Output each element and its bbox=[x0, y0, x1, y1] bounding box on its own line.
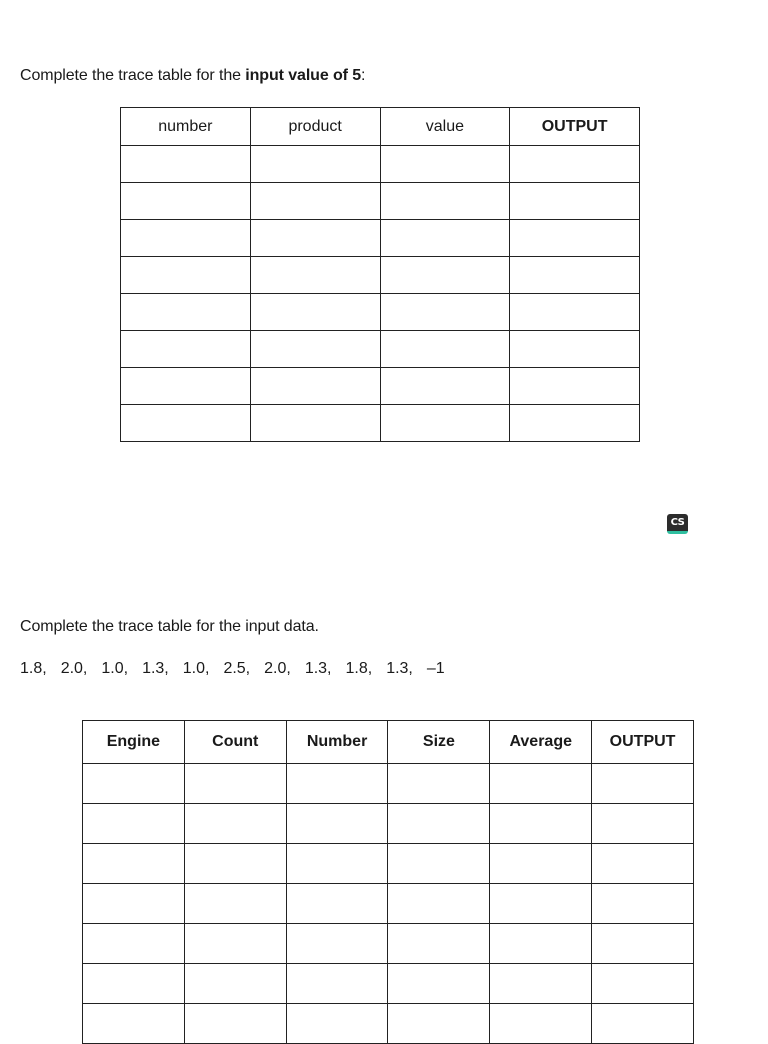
input-data-value: 2.0, bbox=[264, 660, 291, 677]
header-number: Number bbox=[286, 721, 388, 764]
trace-table-2-header-row bbox=[83, 721, 694, 764]
trace-table-2-cell[interactable] bbox=[83, 924, 185, 964]
trace-table-2-cell[interactable] bbox=[592, 924, 694, 964]
trace-table-1-cell[interactable] bbox=[510, 146, 640, 183]
trace-table-1-row bbox=[121, 146, 640, 183]
input-data-value: –1 bbox=[426, 660, 445, 677]
trace-table-1-cell[interactable] bbox=[510, 294, 640, 331]
trace-table-1-cell[interactable] bbox=[121, 368, 251, 405]
trace-table-1-row bbox=[121, 257, 640, 294]
trace-table-2-cell[interactable] bbox=[490, 884, 592, 924]
instruction-2: Complete the trace table for the input data. bbox=[20, 618, 319, 635]
trace-table-1-cell[interactable] bbox=[380, 146, 510, 183]
input-data-value: 1.8, bbox=[345, 660, 373, 677]
header-product: product bbox=[250, 108, 380, 146]
header-count: Count bbox=[184, 721, 286, 764]
trace-table-2-row bbox=[83, 764, 694, 804]
trace-table-1-cell[interactable] bbox=[250, 220, 380, 257]
trace-table-1-cell[interactable] bbox=[380, 257, 510, 294]
trace-table-1-cell[interactable] bbox=[250, 331, 380, 368]
trace-table-1-cell[interactable] bbox=[250, 368, 380, 405]
trace-table-2-row bbox=[83, 964, 694, 1004]
instruction-1-emphasis: input value of 5 bbox=[245, 67, 362, 84]
input-data-value: 1.0, bbox=[101, 660, 129, 677]
trace-table-2-cell[interactable] bbox=[83, 964, 185, 1004]
trace-table-2-cell[interactable] bbox=[184, 964, 286, 1004]
trace-table-1-row bbox=[121, 183, 640, 220]
trace-table-1-cell[interactable] bbox=[380, 220, 510, 257]
trace-table-2-cell[interactable] bbox=[592, 804, 694, 844]
trace-table-2-cell[interactable] bbox=[388, 804, 490, 844]
trace-table-1-row bbox=[121, 331, 640, 368]
trace-table-2-cell[interactable] bbox=[184, 924, 286, 964]
trace-table-1-cell[interactable] bbox=[121, 405, 251, 442]
trace-table-1-cell[interactable] bbox=[121, 331, 251, 368]
trace-table-1-cell[interactable] bbox=[380, 368, 510, 405]
trace-table-2-cell[interactable] bbox=[388, 844, 490, 884]
trace-table-2-cell[interactable] bbox=[490, 844, 592, 884]
trace-table-1 bbox=[120, 107, 640, 442]
trace-table-2-body bbox=[83, 764, 694, 1044]
trace-table-2-cell[interactable] bbox=[286, 764, 388, 804]
instruction-1 bbox=[20, 67, 365, 85]
trace-table-2-row bbox=[83, 924, 694, 964]
trace-table-2-cell[interactable] bbox=[286, 844, 388, 884]
trace-table-1-cell[interactable] bbox=[510, 368, 640, 405]
trace-table-1-cell[interactable] bbox=[250, 183, 380, 220]
trace-table-1-cell[interactable] bbox=[380, 294, 510, 331]
trace-table-1-cell[interactable] bbox=[380, 183, 510, 220]
instruction-1-text: Complete the trace table for the bbox=[20, 67, 246, 84]
trace-table-2-cell[interactable] bbox=[286, 964, 388, 1004]
trace-table-2-cell[interactable] bbox=[592, 844, 694, 884]
trace-table-2-cell[interactable] bbox=[592, 764, 694, 804]
trace-table-2-cell[interactable] bbox=[490, 964, 592, 1004]
trace-table-2-cell[interactable] bbox=[184, 764, 286, 804]
trace-table-2-cell[interactable] bbox=[83, 764, 185, 804]
trace-table-1-cell[interactable] bbox=[510, 220, 640, 257]
trace-table-2-cell[interactable] bbox=[388, 884, 490, 924]
trace-table-1-cell[interactable] bbox=[250, 146, 380, 183]
input-data-value: 1.3, bbox=[142, 660, 169, 677]
trace-table-1-row bbox=[121, 368, 640, 405]
input-data-value: 1.3, bbox=[304, 660, 332, 677]
trace-table-2 bbox=[82, 720, 694, 1044]
input-data-value: 1.3, bbox=[386, 660, 413, 677]
trace-table-2-cell[interactable] bbox=[286, 884, 388, 924]
trace-table-1-cell[interactable] bbox=[380, 331, 510, 368]
trace-table-1-cell[interactable] bbox=[510, 331, 640, 368]
trace-table-1-cell[interactable] bbox=[250, 405, 380, 442]
trace-table-1-body bbox=[121, 146, 640, 442]
trace-table-2-row bbox=[83, 804, 694, 844]
trace-table-2-cell[interactable] bbox=[490, 804, 592, 844]
trace-table-1-cell[interactable] bbox=[250, 294, 380, 331]
input-data-value: 1.0, bbox=[182, 660, 210, 677]
trace-table-2-cell[interactable] bbox=[83, 884, 185, 924]
input-data-value: 1.8, bbox=[20, 660, 47, 677]
input-data-list bbox=[20, 660, 459, 678]
header-number: number bbox=[121, 108, 251, 146]
trace-table-1-row bbox=[121, 405, 640, 442]
trace-table-1-cell[interactable] bbox=[121, 294, 251, 331]
instruction-1-suffix: : bbox=[361, 67, 366, 84]
trace-table-2-cell[interactable] bbox=[286, 924, 388, 964]
trace-table-1-cell[interactable] bbox=[121, 183, 251, 220]
trace-table-2-cell[interactable] bbox=[83, 804, 185, 844]
header-size: Size bbox=[388, 721, 490, 764]
trace-table-2-cell[interactable] bbox=[490, 924, 592, 964]
trace-table-2-cell[interactable] bbox=[184, 804, 286, 844]
input-data-value: 2.5, bbox=[223, 660, 251, 677]
trace-table-1-cell[interactable] bbox=[121, 220, 251, 257]
trace-table-2-cell[interactable] bbox=[592, 964, 694, 1004]
trace-table-1-row bbox=[121, 220, 640, 257]
trace-table-1-row bbox=[121, 294, 640, 331]
trace-table-2-cell[interactable] bbox=[490, 764, 592, 804]
trace-table-2-cell[interactable] bbox=[286, 804, 388, 844]
camscanner-badge-icon: CS bbox=[667, 514, 688, 534]
trace-table-1-cell[interactable] bbox=[510, 405, 640, 442]
trace-table-2-cell[interactable] bbox=[592, 884, 694, 924]
trace-table-2-cell[interactable] bbox=[388, 924, 490, 964]
header-value: value bbox=[380, 108, 510, 146]
header-average: Average bbox=[490, 721, 592, 764]
trace-table-2-cell[interactable] bbox=[388, 964, 490, 1004]
trace-table-1-cell[interactable] bbox=[121, 146, 251, 183]
header-engine: Engine bbox=[83, 721, 185, 764]
trace-table-1-cell[interactable] bbox=[250, 257, 380, 294]
trace-table-1-cell[interactable] bbox=[510, 183, 640, 220]
trace-table-1-cell[interactable] bbox=[380, 405, 510, 442]
trace-table-2-cell[interactable] bbox=[83, 844, 185, 884]
trace-table-1-header-row bbox=[121, 108, 640, 146]
input-data-value: 2.0, bbox=[60, 660, 88, 677]
trace-table-2-cell[interactable] bbox=[184, 844, 286, 884]
trace-table-1-cell[interactable] bbox=[510, 257, 640, 294]
header-output: OUTPUT bbox=[592, 721, 694, 764]
trace-table-1-cell[interactable] bbox=[121, 257, 251, 294]
trace-table-2-row bbox=[83, 844, 694, 884]
header-output: OUTPUT bbox=[510, 108, 640, 146]
trace-table-2-row bbox=[83, 884, 694, 924]
trace-table-2-cell[interactable] bbox=[184, 884, 286, 924]
trace-table-2-cell[interactable] bbox=[388, 764, 490, 804]
